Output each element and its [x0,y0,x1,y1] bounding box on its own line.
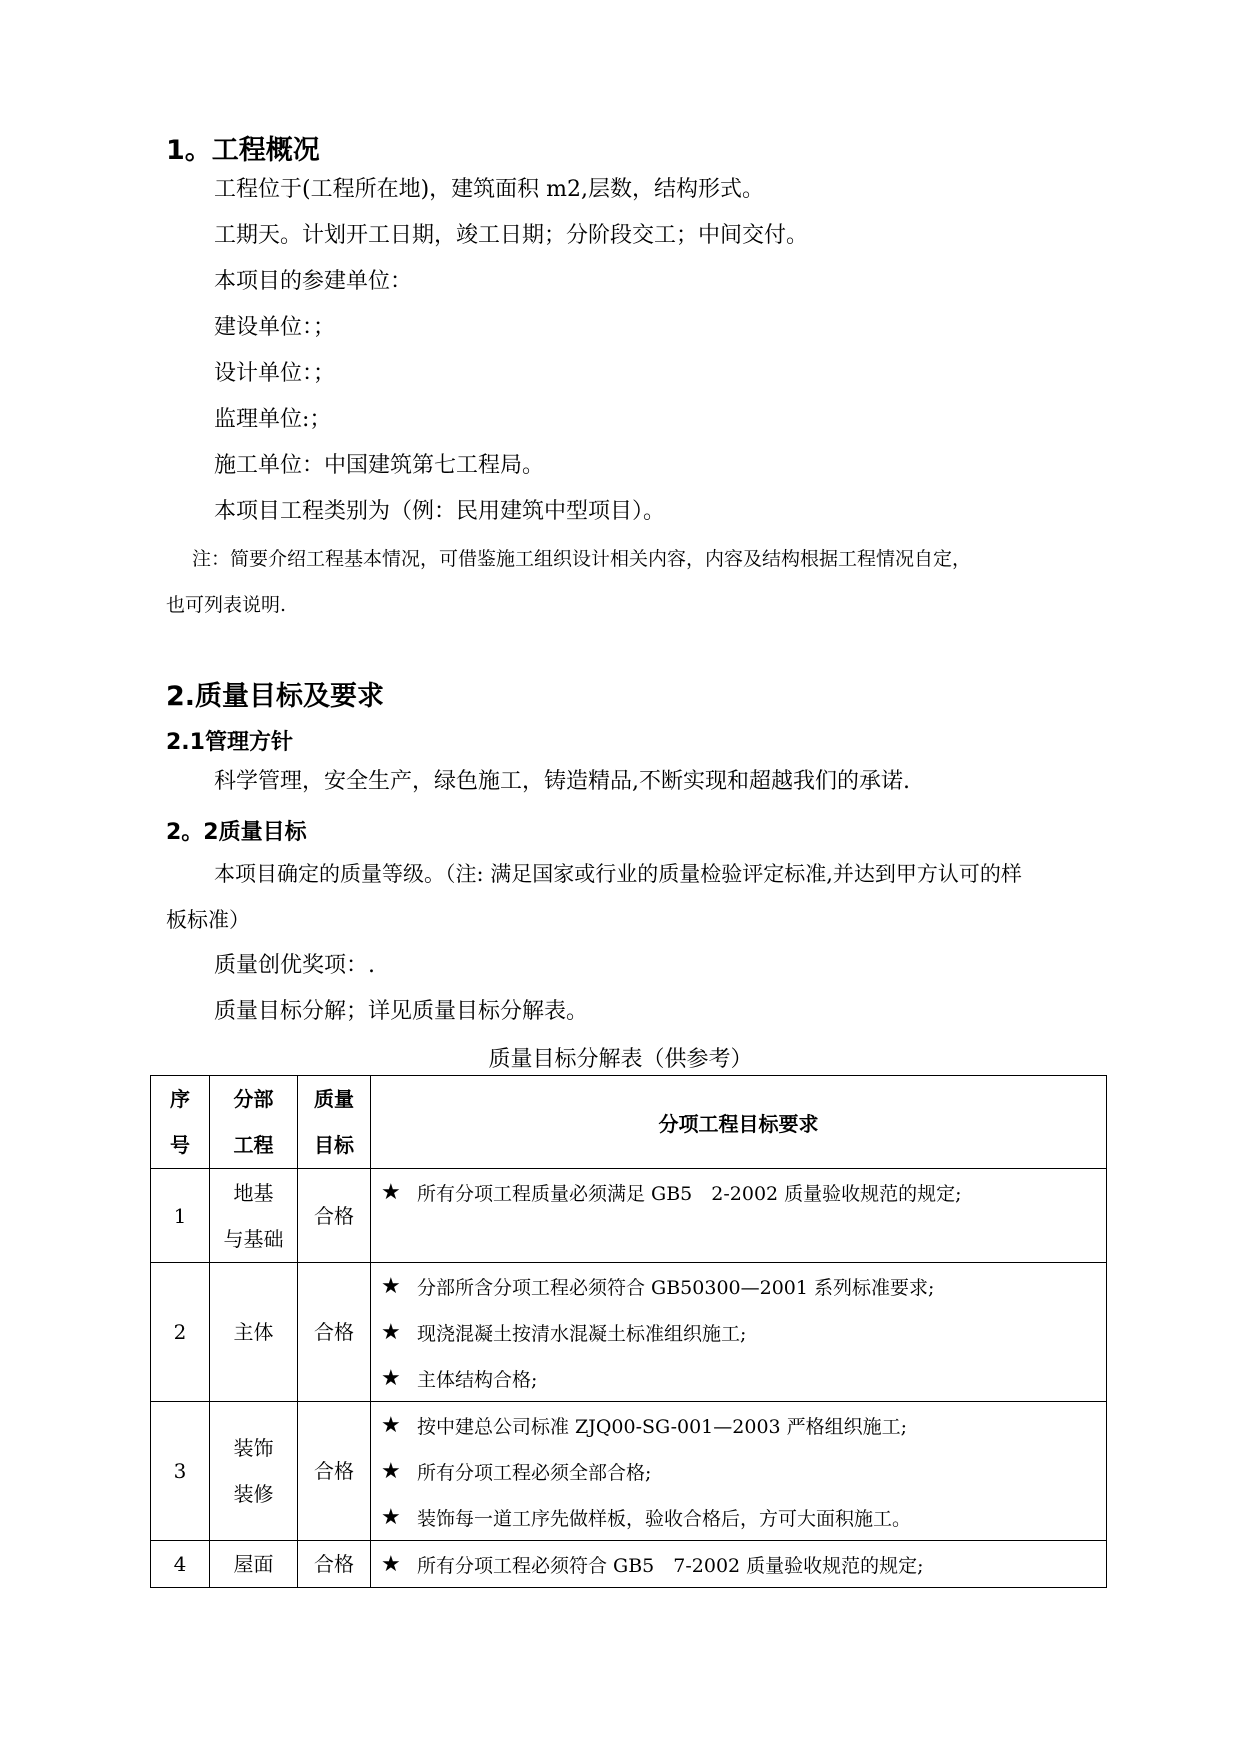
requirement-item: ★ 所有分项工程必须全部合格; [381,1458,652,1484]
body-line: 本项目确定的质量等级。（注: 满足国家或行业的质量检验评定标准,并达到甲方认可的样 [214,862,1022,886]
body-line: 施工单位：中国建筑第七工程局。 [214,453,545,478]
row-goal: 合格 [298,1263,371,1402]
note-line: 也可列表说明. [166,594,287,616]
table-row [151,1402,1107,1541]
table-row [151,1541,1107,1588]
star-icon: ★ [381,1179,401,1205]
row-number: 3 [151,1402,210,1541]
star-icon: ★ [381,1319,401,1345]
row-part: 主体 [210,1263,298,1402]
row-part: 装饰 装修 [210,1402,298,1541]
requirement-item: ★ 所有分项工程质量必须满足 GB5 2-2002 质量验收规范的规定; [381,1179,962,1205]
subsection-2-1-heading: 2.1管理方针 [166,730,293,755]
body-line: 工程位于(工程所在地)，建筑面积 m2,层数，结构形式。 [214,177,765,202]
star-icon: ★ [381,1365,401,1391]
header-part: 分部 工程 [210,1076,298,1169]
body-line: 工期天。计划开工日期，竣工日期；分阶段交工；中间交付。 [214,223,809,248]
table-caption: 质量目标分解表（供参考） [488,1047,753,1072]
row-goal: 合格 [298,1169,371,1263]
body-line: 质量创优奖项：. [214,953,375,978]
row-requirements [371,1541,1107,1588]
body-line: 本项目工程类别为（例：民用建筑中型项目）。 [214,499,666,524]
requirement-item: ★ 所有分项工程必须符合 GB5 7-2002 质量验收规范的规定; [381,1551,924,1577]
row-part: 地基 与基础 [210,1169,298,1263]
quality-goal-table [150,1075,1107,1588]
row-number: 4 [151,1541,210,1588]
body-line: 本项目的参建单位： [214,269,413,294]
body-line: 建设单位：； [214,315,336,340]
body-line: 设计单位：； [214,361,336,386]
table-header-row [151,1076,1107,1169]
header-requirements: 分项工程目标要求 [371,1076,1107,1169]
requirement-item: ★ 现浇混凝土按清水混凝土标准组织施工; [381,1319,747,1345]
star-icon: ★ [381,1504,401,1530]
section-2-heading: 2.质量目标及要求 [166,681,385,712]
row-part: 屋面 [210,1541,298,1588]
body-line: 科学管理，安全生产，绿色施工，铸造精品,不断实现和超越我们的承诺. [214,769,910,794]
note-line: 注：简要介绍工程基本情况，可借鉴施工组织设计相关内容，内容及结构根据工程情况自定， [192,548,972,570]
row-requirements [371,1169,1107,1263]
table-row [151,1169,1107,1263]
header-goal: 质量 目标 [298,1076,371,1169]
requirement-item: ★ 装饰每一道工序先做样板，验收合格后，方可大面积施工。 [381,1504,912,1530]
requirement-item: ★ 分部所含分项工程必须符合 GB50300—2001 系列标准要求; [381,1273,935,1299]
requirement-item: ★ 主体结构合格; [381,1365,538,1391]
row-requirements [371,1402,1107,1541]
requirement-item: ★ 按中建总公司标准 ZJQ00-SG-001—2003 严格组织施工; [381,1412,908,1438]
star-icon: ★ [381,1551,401,1577]
header-no: 序 号 [151,1076,210,1169]
body-line: 监理单位:； [214,407,332,432]
star-icon: ★ [381,1412,401,1438]
row-requirements [371,1263,1107,1402]
table-row [151,1263,1107,1402]
row-goal: 合格 [298,1402,371,1541]
section-1-heading: 1。工程概况 [166,135,320,166]
star-icon: ★ [381,1458,401,1484]
body-line: 板标准） [166,908,250,932]
body-line: 质量目标分解；详见质量目标分解表。 [214,999,589,1024]
star-icon: ★ [381,1273,401,1299]
row-number: 2 [151,1263,210,1402]
subsection-2-2-heading: 2。2质量目标 [166,820,307,845]
row-goal: 合格 [298,1541,371,1588]
row-number: 1 [151,1169,210,1263]
